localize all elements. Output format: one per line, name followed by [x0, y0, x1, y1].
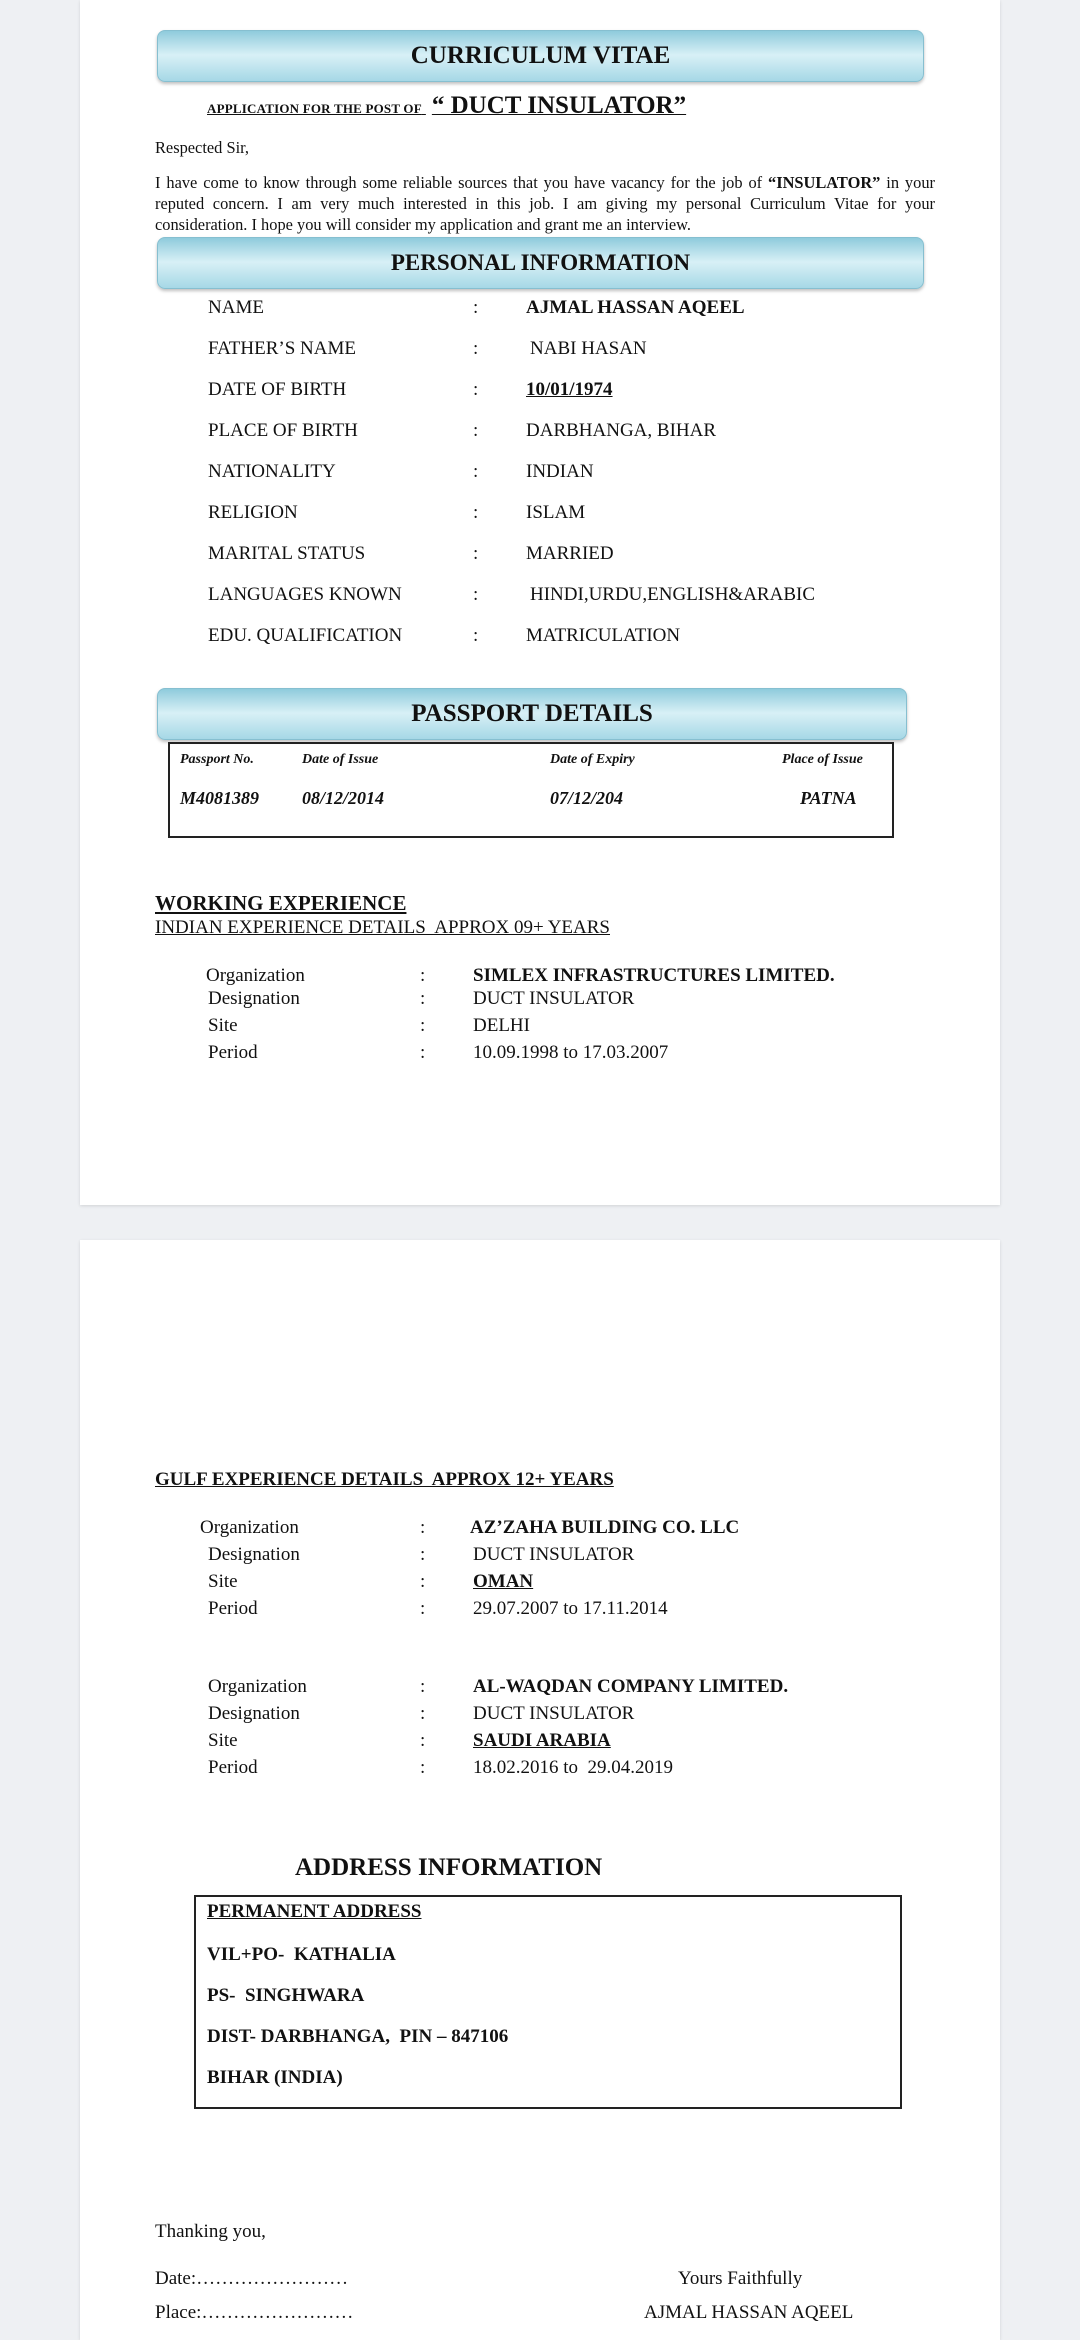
job-designation-row	[80, 988, 1000, 1014]
row-label: EDU. QUALIFICATION	[208, 625, 403, 646]
row-separator: :	[473, 543, 479, 564]
job-label: Period	[208, 1042, 258, 1063]
letter-body-part2: in your reputed concern. I am very much interested in this job. I am giving my personal Curriculum Vitae for your consideration. I hope you will consider my application and grant me an interview.	[155, 173, 935, 234]
personal-row-pob	[80, 420, 1000, 446]
row-separator: :	[473, 502, 479, 523]
row-value: INDIAN	[526, 461, 594, 482]
row-value: NABI HASAN	[530, 338, 647, 359]
row-separator: :	[473, 379, 479, 400]
letter-body-bold: “INSULATOR”	[768, 173, 881, 192]
personal-row-education	[80, 625, 1000, 651]
job-separator: :	[420, 965, 426, 986]
row-label: LANGUAGES KNOWN	[208, 584, 402, 605]
job-period-row	[80, 1042, 1000, 1068]
row-value: 10/01/1974	[526, 379, 613, 400]
job-separator: :	[420, 1517, 426, 1538]
job-separator: :	[420, 1676, 426, 1697]
passport-header-issue: Date of Issue	[302, 752, 379, 767]
job-separator: :	[420, 1730, 426, 1751]
row-value: HINDI,URDU,ENGLISH&ARABIC	[530, 584, 815, 605]
job-separator: :	[420, 1544, 426, 1565]
job-designation: DUCT INSULATOR	[473, 988, 635, 1009]
personal-row-nationality	[80, 461, 1000, 487]
personal-row-languages	[80, 584, 1000, 610]
signature-name: AJMAL HASSAN AQEEL	[644, 2302, 854, 2323]
passport-header-expiry: Date of Expiry	[550, 752, 635, 767]
job-label: Site	[208, 1015, 238, 1036]
indian-experience-heading: INDIAN EXPERIENCE DETAILS APPROX 09+ YEARS	[155, 917, 610, 938]
job-site: SAUDI ARABIA	[473, 1730, 611, 1751]
job-site: OMAN	[473, 1571, 534, 1592]
address-heading: ADDRESS INFORMATION	[295, 1854, 603, 1881]
passport-issue-date: 08/12/2014	[302, 788, 385, 808]
address-line: DIST- DARBHANGA, PIN – 847106	[207, 2026, 509, 2047]
job-org: AZ’ZAHA BUILDING CO. LLC	[470, 1517, 740, 1538]
job-period: 29.07.2007 to 17.11.2014	[473, 1598, 668, 1619]
row-value: AJMAL HASSAN AQEEL	[526, 297, 745, 318]
job-org: SIMLEX INFRASTRUCTURES LIMITED.	[473, 965, 835, 986]
job-separator: :	[420, 1757, 426, 1778]
passport-header-place: Place of Issue	[782, 752, 863, 767]
row-separator: :	[473, 461, 479, 482]
gulf-experience-heading: GULF EXPERIENCE DETAILS APPROX 12+ YEARS	[155, 1469, 614, 1490]
address-line: PS- SINGHWARA	[207, 1985, 365, 2006]
post-line	[207, 92, 686, 120]
personal-row-name	[80, 297, 1000, 323]
passport-header-number: Passport No.	[180, 752, 254, 767]
thanks-text: Thanking you,	[155, 2221, 266, 2242]
job-label: Period	[208, 1598, 258, 1619]
job-separator: :	[420, 1703, 426, 1724]
row-value: DARBHANGA, BIHAR	[526, 420, 717, 441]
row-separator: :	[473, 584, 479, 605]
personal-row-dob	[80, 379, 1000, 405]
job-site-row	[80, 1015, 1000, 1041]
job-period: 18.02.2016 to 29.04.2019	[473, 1757, 674, 1778]
job-label: Organization	[208, 1676, 307, 1697]
row-separator: :	[473, 625, 479, 646]
place-line: Place:……………………	[155, 2302, 354, 2323]
row-separator: :	[473, 420, 479, 441]
personal-info-heading: PERSONAL INFORMATION	[390, 250, 691, 275]
working-experience-heading: WORKING EXPERIENCE	[155, 891, 407, 915]
job-designation: DUCT INSULATOR	[473, 1544, 635, 1565]
job-label: Site	[208, 1571, 238, 1592]
row-label: PLACE OF BIRTH	[208, 420, 358, 441]
job-label: Designation	[208, 1544, 300, 1565]
job-period: 10.09.1998 to 17.03.2007	[473, 1042, 669, 1063]
job-site: DELHI	[473, 1015, 530, 1036]
row-label: RELIGION	[208, 502, 298, 523]
job-designation-row	[80, 1703, 1000, 1729]
job-label: Organization	[200, 1517, 299, 1538]
passport-heading: PASSPORT DETAILS	[411, 700, 653, 727]
job-org: AL-WAQDAN COMPANY LIMITED.	[473, 1676, 789, 1697]
job-site-row	[80, 1730, 1000, 1756]
address-line: BIHAR (INDIA)	[207, 2067, 343, 2088]
address-box	[194, 1895, 902, 2109]
row-value: ISLAM	[526, 502, 586, 523]
job-site-row	[80, 1571, 1000, 1597]
salutation: Respected Sir,	[155, 138, 250, 157]
passport-number: M4081389	[180, 788, 260, 808]
title-banner	[157, 30, 924, 82]
document-page-1	[80, 0, 1000, 1205]
personal-row-father	[80, 338, 1000, 364]
job-org-row	[80, 1517, 1000, 1543]
letter-body	[155, 172, 935, 235]
passport-expiry-date: 07/12/204	[550, 788, 624, 808]
personal-row-marital	[80, 543, 1000, 569]
job-separator: :	[420, 1042, 426, 1063]
row-separator: :	[473, 338, 479, 359]
passport-table	[168, 742, 894, 838]
job-period-row	[80, 1598, 1000, 1624]
post-prefix: APPLICATION FOR THE POST OF	[207, 101, 422, 116]
date-line: Date:……………………	[155, 2268, 349, 2289]
job-designation: DUCT INSULATOR	[473, 1703, 635, 1724]
row-label: FATHER’S NAME	[208, 338, 356, 359]
job-separator: :	[420, 988, 426, 1009]
row-value: MATRICULATION	[526, 625, 681, 646]
job-designation-row	[80, 1544, 1000, 1570]
page-title: CURRICULUM VITAE	[410, 42, 671, 69]
job-period-row	[80, 1757, 1000, 1783]
post-name: “ DUCT INSULATOR”	[431, 92, 687, 119]
row-value: MARRIED	[526, 543, 614, 564]
passport-banner	[157, 688, 907, 740]
document-page-2	[80, 1240, 1000, 2340]
row-separator: :	[473, 297, 479, 318]
row-label: MARITAL STATUS	[208, 543, 366, 564]
personal-row-religion	[80, 502, 1000, 528]
row-label: DATE OF BIRTH	[208, 379, 347, 400]
job-label: Site	[208, 1730, 238, 1751]
job-separator: :	[420, 1571, 426, 1592]
job-label: Organization	[206, 965, 305, 986]
job-org-row	[80, 1676, 1000, 1702]
job-label: Period	[208, 1757, 258, 1778]
job-label: Designation	[208, 1703, 300, 1724]
passport-place: PATNA	[800, 788, 857, 808]
letter-body-part1: I have come to know through some reliable sources that you have vacancy for the job of	[155, 173, 769, 192]
row-label: NAME	[208, 297, 264, 318]
job-separator: :	[420, 1015, 426, 1036]
job-separator: :	[420, 1598, 426, 1619]
address-line: VIL+PO- KATHALIA	[207, 1944, 396, 1965]
job-label: Designation	[208, 988, 300, 1009]
personal-info-banner	[157, 237, 924, 289]
address-box-title: PERMANENT ADDRESS	[207, 1901, 422, 1922]
row-label: NATIONALITY	[208, 461, 336, 482]
yours-faithfully: Yours Faithfully	[678, 2268, 803, 2289]
